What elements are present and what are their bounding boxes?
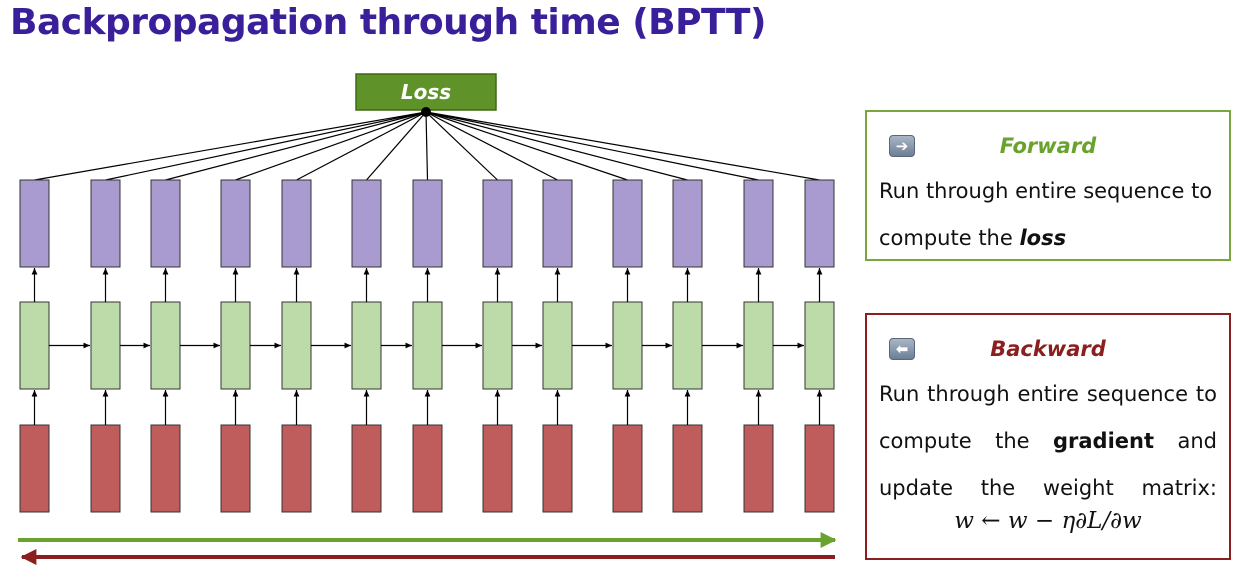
hidden-cell	[673, 302, 702, 389]
input-cell	[543, 425, 572, 512]
hidden-cell	[221, 302, 250, 389]
backward-description	[879, 371, 1217, 512]
input-cell	[805, 425, 834, 512]
output-cell	[282, 180, 311, 267]
input-cell	[221, 425, 250, 512]
output-to-loss-line	[426, 112, 628, 180]
loss-label: Loss	[400, 80, 452, 104]
hidden-cell	[20, 302, 49, 389]
right-arrow-icon: ➔	[889, 135, 915, 157]
hidden-cell	[413, 302, 442, 389]
output-to-loss-line	[426, 112, 820, 180]
input-cell	[413, 425, 442, 512]
input-cell	[673, 425, 702, 512]
hidden-cell	[805, 302, 834, 389]
forward-line-1: Run through entire sequence to	[879, 179, 1213, 203]
loss-emphasis: loss	[1019, 226, 1067, 250]
output-to-loss-line	[297, 112, 427, 180]
loss-hub	[421, 107, 431, 117]
output-cell	[543, 180, 572, 267]
forward-panel	[865, 110, 1231, 261]
forward-line-2: compute the loss	[879, 226, 1067, 250]
output-to-loss-line	[426, 112, 688, 180]
backward-line-1: Run through entire sequence to	[879, 382, 1217, 406]
output-cell	[744, 180, 773, 267]
input-cell	[91, 425, 120, 512]
output-to-loss-line	[35, 112, 427, 180]
input-cell	[20, 425, 49, 512]
input-cell	[613, 425, 642, 512]
backward-line-3: update the weight matrix:	[879, 476, 1217, 500]
backward-line-2: compute the gradient and	[879, 429, 1217, 453]
input-cell	[151, 425, 180, 512]
forward-title: Forward	[999, 134, 1097, 158]
hidden-cell	[543, 302, 572, 389]
hidden-cell	[352, 302, 381, 389]
output-cell	[673, 180, 702, 267]
weight-update-formula: w ← w − η∂L/∂w	[954, 508, 1142, 534]
backward-panel	[865, 313, 1231, 560]
output-cell	[352, 180, 381, 267]
hidden-cell	[91, 302, 120, 389]
input-cell	[483, 425, 512, 512]
output-cell	[20, 180, 49, 267]
output-cell	[613, 180, 642, 267]
output-cell	[483, 180, 512, 267]
output-to-loss-line	[426, 112, 558, 180]
hidden-cell	[282, 302, 311, 389]
input-cell	[352, 425, 381, 512]
backward-title: Backward	[990, 337, 1106, 361]
hidden-cell	[483, 302, 512, 389]
output-to-loss-line	[166, 112, 427, 180]
output-cell	[151, 180, 180, 267]
output-to-loss-line	[426, 112, 759, 180]
input-cell	[282, 425, 311, 512]
hidden-cell	[613, 302, 642, 389]
hidden-cell	[744, 302, 773, 389]
output-cell	[91, 180, 120, 267]
left-arrow-icon: ⬅	[889, 338, 915, 360]
hidden-cell	[151, 302, 180, 389]
output-cell	[805, 180, 834, 267]
input-cell	[744, 425, 773, 512]
forward-description	[879, 168, 1217, 262]
gradient-emphasis: gradient	[1053, 429, 1155, 453]
output-to-loss-line	[426, 112, 428, 180]
page-title: Backpropagation through time (BPTT)	[10, 2, 766, 43]
output-cell	[221, 180, 250, 267]
output-cell	[413, 180, 442, 267]
